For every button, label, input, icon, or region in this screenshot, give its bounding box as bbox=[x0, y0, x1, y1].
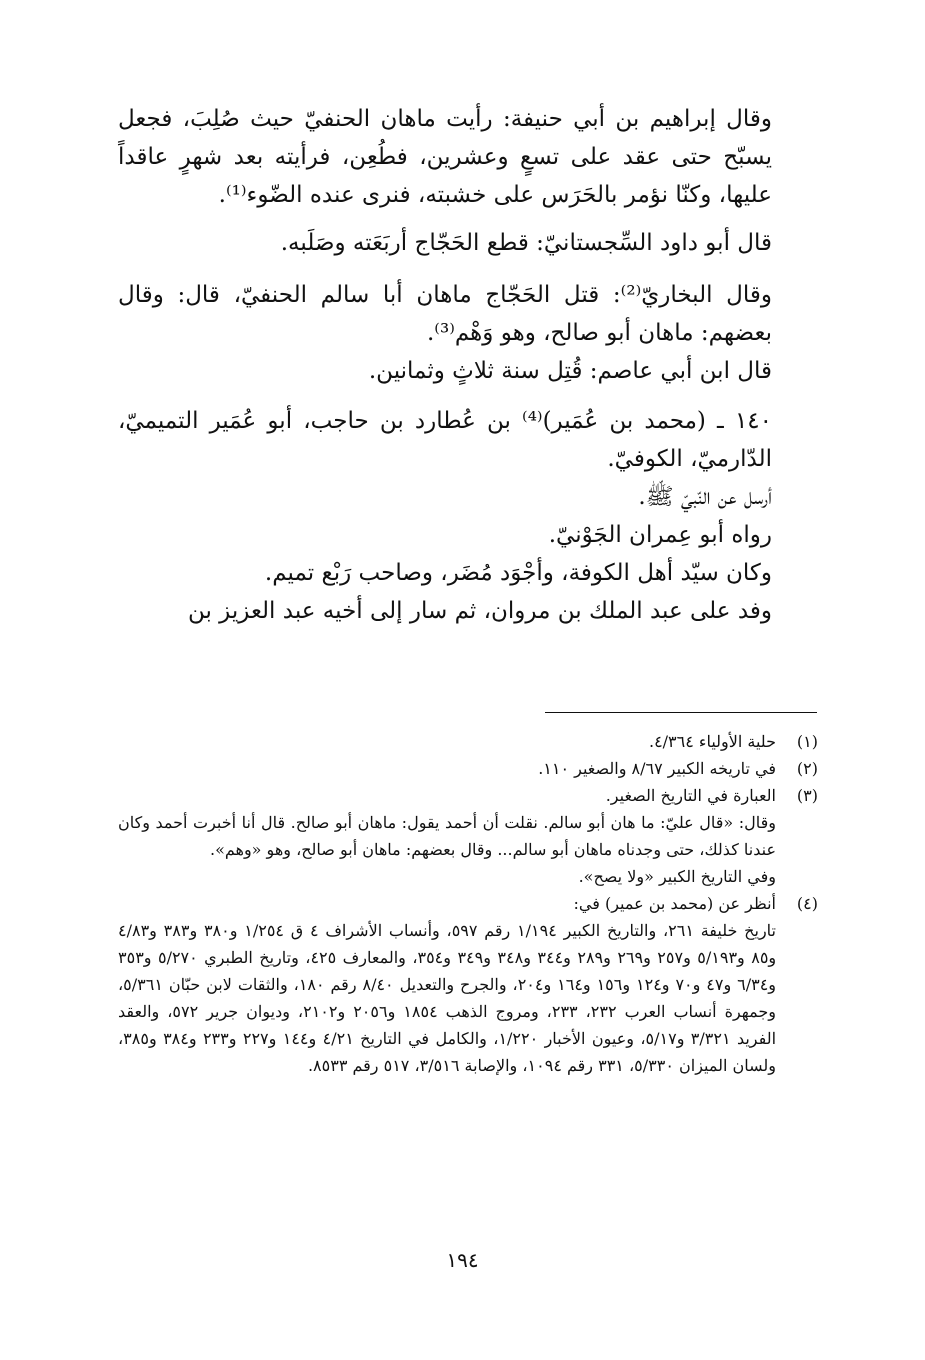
footnote-3-continuation: وقال: «قال عليّ: ما هان أبو سالم. نقلت أن أحمد يقول: ماهان أبو صالح. قال أنا أخبرت أحمد وكان عندنا كذلك، حتى وجدناه ماهان أبو سالم... وقال بعضهم: ماهان أبو صالح، وهو «وهم». bbox=[118, 813, 776, 859]
paragraph-abu-dawud: قال أبو داود السِّجستانيّ: قطع الحَجّاج أربَعَته وصَلَبه. bbox=[280, 230, 772, 256]
footnote-number: (١) bbox=[796, 732, 818, 751]
footnote-2 bbox=[118, 755, 818, 782]
footnote-3-continuation-2: وفي التاريخ الكبير «ولا يصح». bbox=[578, 867, 776, 886]
page-number: ١٩٤ bbox=[446, 1248, 479, 1272]
footnote-number: (٣) bbox=[796, 786, 818, 805]
footnote-text: أنظر عن (محمد بن عمير) في: bbox=[573, 894, 776, 913]
footnote-1 bbox=[118, 728, 818, 755]
footnote-number: (٢) bbox=[796, 759, 818, 778]
paragraph-description: وكان سيّد أهل الكوفة، وأجْوَد مُضَر، وصاحب رَبْع تميم. bbox=[264, 560, 772, 586]
biography-entry-heading: ١٤٠ ـ (محمد بن عُمَير)⁽⁴⁾ بن عُطارد بن حاجب، أبو عُمَير التميميّ، الدّارميّ، الكوفيّ. bbox=[118, 408, 772, 472]
footnote-separator-rule bbox=[545, 712, 817, 713]
paragraph-visit: وفد على عبد الملك بن مروان، ثم سار إلى أخيه عبد العزيز بن bbox=[187, 598, 772, 624]
paragraph-ibrahim-account: وقال إبراهيم بن أبي حنيفة: رأيت ماهان الحنفيّ حيث صُلِبَ، فجعل يسبّح حتى عقد على تسعٍ وعشرين، فطُعِن، فرأيته بعد شهرٍ عاقداً عليها، وكنّا نؤمر بالحَرَس على خشبته، فنرى عنده الضّوء⁽¹⁾. bbox=[118, 106, 772, 208]
footnotes-section bbox=[118, 728, 818, 1079]
footnote-text: حلية الأولياء ٤/٣٦٤. bbox=[648, 732, 776, 751]
footnote-text: في تاريخه الكبير ٨/٦٧ والصغير ١١٠. bbox=[538, 759, 776, 778]
paragraph-ibn-abi-asim: قال ابن أبي عاصم: قُتِل سنة ثلاثٍ وثمانين. bbox=[368, 358, 772, 384]
footnote-3 bbox=[118, 782, 818, 809]
footnote-4 bbox=[118, 890, 818, 917]
paragraph-narrated-by: رواه أبو عِمران الجَوْنيّ. bbox=[548, 522, 772, 548]
footnote-text: العبارة في التاريخ الصغير. bbox=[605, 786, 776, 805]
main-text-block bbox=[118, 100, 818, 630]
paragraph-narrated-from-prophet: أرسل عن النّبيّ ﷺ. bbox=[638, 484, 772, 510]
footnote-4-sources: تاريخ خليفة ٢٦١، والتاريخ الكبير ١/١٩٤ رقم ٥٩٧، وأنساب الأشراف ٤ ق ١/٢٥٤ و٣٨٠ و٣٨٣ و٤/٨٣ و٨٥ و٥/١٩٣ و٢٥٧ و٢٦٩ و٢٨٩ و٣٤٤ و٣٤٨ و٣٤٩ و٣٥٤، والمعارف ٤٢٥، وتاريخ الطبري ٥/٢٧٠ و٣٥٣ و٦/٣٤ و٤٧ و٧٠ و١٢٤ و١٥٦ و١٦٤ و٢٠٤، والجرح والتعديل ٨/٤٠ رقم ١٨٠، والثقات لابن حبّان ٥/٣٦١، وجمهرة أنساب العرب ٢٣٢، ٢٣٣، ومروج الذهب ١٨٥٤ و٢٠٥٦ و٢١٠٢، وديوان جرير ٥٧٢، والعقد الفريد ٣/٣٢١ و٥/١٧، وعيون الأخبار ١/٢٢٠، والكامل في التاريخ ٤/٢١ و١٤٤ و٢٢٧ و٢٣٣ و٣٨٤ و٣٨٥، ولسان الميزان ٥/٣٣٠، ٣٣١ رقم ١٠٩٤، والإصابة ٣/٥١٦، ٥١٧ رقم ٨٥٣٣. bbox=[118, 921, 777, 1075]
footnote-number: (٤) bbox=[796, 894, 818, 913]
paragraph-bukhari: وقال البخاريّ⁽²⁾: قتل الحَجّاج ماهان أبا سالم الحنفيّ، قال: وقال بعضهم: ماهان أبو صالح، وهو وَهْم⁽³⁾. bbox=[118, 282, 772, 346]
